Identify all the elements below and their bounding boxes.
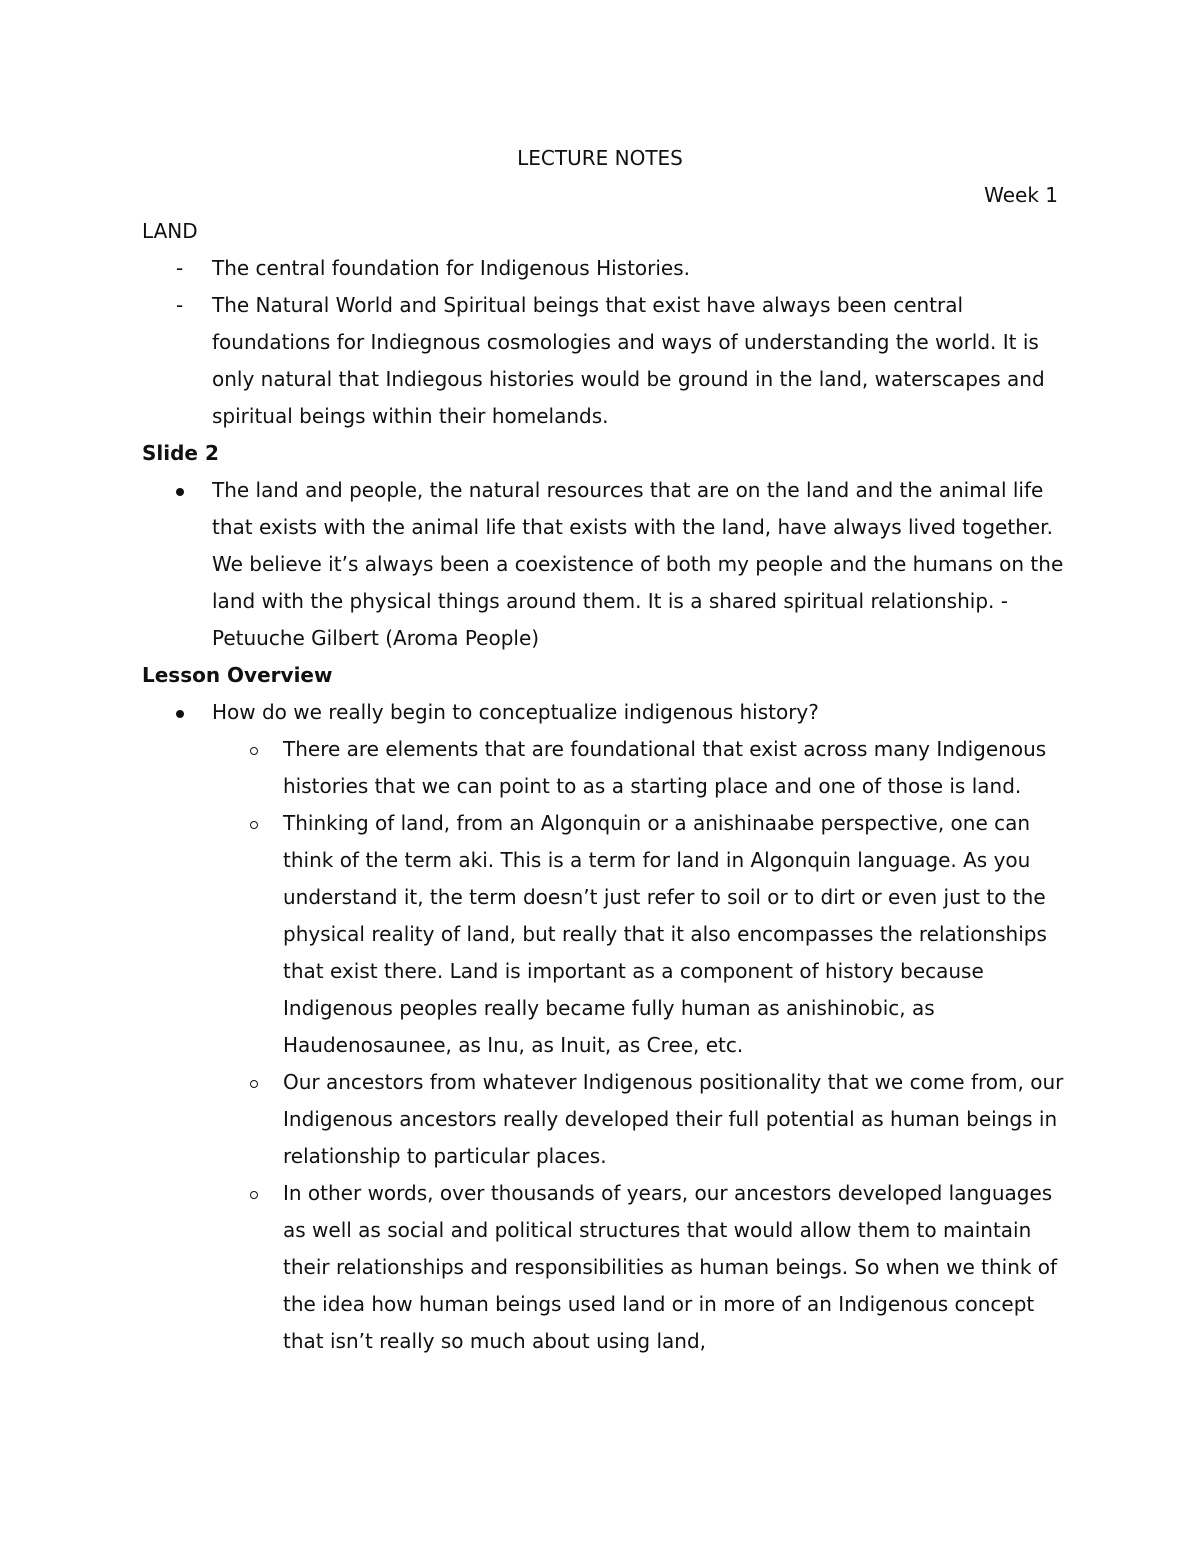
list-item-text: The central foundation for Indigenous Histories. xyxy=(212,256,691,280)
bullet-circle-icon xyxy=(250,1175,258,1212)
bullet-circle-icon xyxy=(250,1064,258,1101)
list-item xyxy=(142,472,1067,657)
bullet-circle-icon xyxy=(250,731,258,768)
sub-list-item xyxy=(142,1064,1067,1175)
dash-list xyxy=(142,250,1067,435)
list-item xyxy=(142,250,1067,287)
sub-list-item-text: There are elements that are foundational that exist across many Indigenous histories that we can point to as a starting place and one of those is land. xyxy=(283,737,1047,798)
section-land xyxy=(142,213,1067,435)
section-heading: LAND xyxy=(142,219,198,243)
sub-list-item-text: Our ancestors from whatever Indigenous positionality that we come from, our Indigenous ancestors really developed their full potential as human beings in relationship to particular places. xyxy=(283,1070,1064,1168)
section-heading: Lesson Overview xyxy=(142,663,333,687)
bullet-dot-icon xyxy=(176,472,184,509)
list-item xyxy=(142,287,1067,435)
sub-list-item-text: Thinking of land, from an Algonquin or a anishinaabe perspective, one can think of the term aki. This is a term for land in Algonquin language. As you understand it, the term doesn’t just refer to soil or to dirt or even just to the physical reality of land, but really that it also encompasses the relationships that exist there. Land is important as a component of history because Indigenous peoples really became fully human as anishinobic, as Haudenosaunee, as Inu, as Inuit, as Cree, etc. xyxy=(283,811,1047,1057)
week-label: Week 1 xyxy=(984,183,1058,207)
list-item xyxy=(142,694,1067,731)
dash-marker: - xyxy=(176,256,184,280)
sub-list-item xyxy=(142,1175,1067,1360)
bullet-circle-icon xyxy=(250,805,258,842)
document-title: LECTURE NOTES xyxy=(517,146,683,170)
sub-bullet-list xyxy=(142,731,1067,1360)
section-heading: Slide 2 xyxy=(142,441,219,465)
bullet-list xyxy=(142,694,1067,731)
section-lesson-overview xyxy=(142,657,1067,1360)
sub-list-item xyxy=(142,805,1067,1064)
sub-list-item xyxy=(142,731,1067,805)
list-item-text: The land and people, the natural resources that are on the land and the animal life that exists with the animal life that exists with the land, have always lived together. We believe it’s always been a coexistence of both my people and the humans on the land with the physical things around them. It is a shared spiritual relationship. -Petuuche Gilbert (Aroma People) xyxy=(212,478,1064,650)
sub-list-item-text: In other words, over thousands of years, our ancestors developed languages as well as social and political structures that would allow them to maintain their relationships and responsibilities as human beings. So when we think of the idea how human beings used land or in more of an Indigenous concept that isn’t really so much about using land, xyxy=(283,1181,1058,1353)
bullet-dot-icon xyxy=(176,694,184,731)
bullet-list xyxy=(142,472,1067,657)
section-slide-2 xyxy=(142,435,1067,657)
dash-marker: - xyxy=(176,293,184,317)
list-item-text: The Natural World and Spiritual beings that exist have always been central foundations for Indiegnous cosmologies and ways of understanding the world. It is only natural that Indiegous histories would be ground in the land, waterscapes and spiritual beings within their homelands. xyxy=(212,293,1045,428)
document-body xyxy=(142,213,1067,1360)
list-item-text: How do we really begin to conceptualize indigenous history? xyxy=(212,700,819,724)
